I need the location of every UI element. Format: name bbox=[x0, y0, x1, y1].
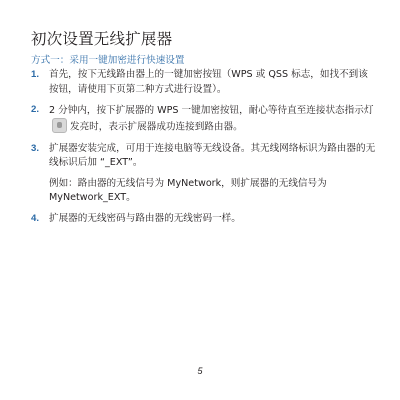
step-text-with-icon bbox=[49, 103, 376, 136]
step-text: 扩展器安装完成，可用于连接电脑等无线设备。其无线网络标识为路由器的无线标识后加 “_EXT”。 bbox=[49, 142, 376, 168]
setup-steps-list bbox=[31, 68, 376, 232]
status-led-icon bbox=[52, 118, 67, 133]
step-text-after-icon: 发亮时，表示扩展器成功连接到路由器。 bbox=[70, 121, 243, 133]
step-text: 扩展器的无线密码与路由器的无线密码一样。 bbox=[49, 212, 241, 224]
step-item-2 bbox=[31, 103, 376, 136]
step-item-3 bbox=[31, 142, 376, 206]
step-item-1 bbox=[31, 68, 376, 97]
step-text: 首先，按下无线路由器上的一键加密按钮（WPS 或 QSS 标志，如找不到该按钮，请使用下页第二种方式进行设置）。 bbox=[49, 69, 368, 95]
method-subtitle: 方式一：采用一键加密进行快速设置 bbox=[31, 55, 185, 66]
step-number: 4. bbox=[31, 212, 40, 224]
step-text-before-icon: 2 分钟内，按下扩展器的 WPS 一键加密按钮，耐心等待直至连接状态指示灯 bbox=[49, 105, 374, 116]
step-number: 1. bbox=[31, 69, 40, 80]
page-title: 初次设置无线扩展器 bbox=[31, 30, 173, 48]
step-number: 3. bbox=[31, 142, 40, 154]
step-number: 2. bbox=[31, 104, 40, 115]
step-example-text: 例如：路由器的无线信号为 MyNetwork，则扩展器的无线信号为 MyNetwork_EXT。 bbox=[49, 177, 327, 203]
step-item-4 bbox=[31, 212, 376, 227]
page-number: 5 bbox=[197, 366, 203, 376]
